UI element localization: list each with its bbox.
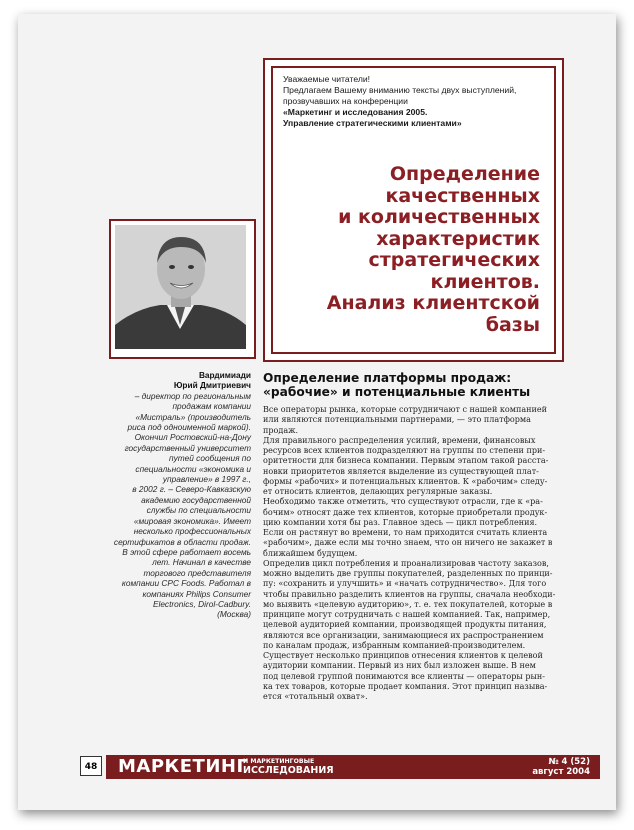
title-line: базы — [485, 313, 540, 336]
body-line: Для правильного распределения усилий, времени, финансовых — [263, 435, 536, 445]
body-line: ближайшем будущем. — [263, 548, 358, 558]
bio-line: компаниях Philips Consumer — [142, 588, 251, 599]
title-line: и количественных — [338, 206, 540, 228]
title-line: Определение — [389, 163, 540, 185]
title-line: характеристик — [376, 227, 540, 250]
page-number: 48 — [80, 756, 102, 776]
issue-number: № 4 (52) — [548, 757, 590, 767]
brand-subtitle-small: И МАРКЕТИНГОВЫЕ — [243, 758, 315, 765]
bio-line: академию государственной — [141, 494, 251, 505]
body-line: Существует несколько принципов отнесения клиентов к целевой — [263, 651, 543, 660]
article-title — [270, 164, 540, 336]
author-photo-frame — [109, 219, 256, 359]
heading-line: Определение платформы продаж: — [263, 371, 512, 385]
author-photo — [115, 225, 246, 349]
bio-line: В этой сфере работает восемь — [122, 546, 251, 557]
body-line: бочим» относят даже тех клиентов, которые приобретали продук- — [263, 507, 548, 517]
bio-line: (Москва) — [217, 609, 251, 620]
bio-line: Electronics, Dirol-Cadbury. — [152, 598, 251, 609]
body-line: пу: «сохранить и улучшить» и «начать сотрудничество». Для того — [263, 579, 547, 589]
issue-date: август 2004 — [532, 767, 590, 777]
bio-line: риса под одноименной маркой). — [127, 422, 251, 433]
magazine-brand-bar — [106, 755, 600, 779]
title-line: клиентов. — [430, 270, 540, 293]
body-line: Необходимо также отметить, что существуют отрасли, где к «ра- — [263, 497, 543, 507]
intro-title-box — [263, 58, 564, 362]
bio-line: продажам компании — [172, 401, 251, 412]
brand-title: МАРКЕТИНГ — [118, 756, 249, 777]
bio-line: лет. Начинал в качестве — [152, 557, 251, 568]
body-line: являются все организации, занимающиеся их распространением — [263, 630, 544, 640]
bio-line: в 2002 г. – Северо-Кавказскую — [132, 484, 251, 495]
magazine-page — [18, 14, 616, 810]
bio-line: Окончил Ростовский-на-Дону — [134, 432, 251, 443]
intro-note — [283, 74, 544, 129]
bio-line: «Мистраль» (производитель — [135, 411, 251, 422]
body-line: цию компании хотя бы раз. Главное здесь — цикл потребления. — [263, 517, 538, 527]
body-line: новки приоритетов является выделение из существующей плат- — [263, 466, 539, 476]
page-footer — [80, 755, 600, 779]
body-line: принципе могут сотрудничать с нашей компанией. Так, например, — [263, 610, 551, 619]
body-line: или являются потенциальными партнерами, — это платформа — [263, 415, 531, 425]
body-line: оритетности для бизнеса компании. Первым этапом такой расста- — [263, 456, 549, 466]
author-portrait-image — [115, 225, 246, 349]
bio-line: компании CPC Foods. Работал в — [121, 578, 251, 589]
body-line: мо выявить «целевую аудиторию», т. е. тех покупателей, которые в — [263, 599, 553, 609]
title-line: качественных — [385, 184, 540, 207]
body-line: по каналам продаж, избранным компанией-производителем. — [263, 640, 526, 650]
bio-line: специальности «экономика и — [135, 463, 251, 474]
title-line: стратегических — [368, 249, 540, 271]
body-line: ка тех товаров, которые продает компания. Этот принцип называ- — [263, 681, 548, 691]
author-bio — [94, 370, 251, 620]
body-line: Определив цикл потребления и проанализировав частоту заказов, — [263, 558, 549, 568]
intro-line: Уважаемые читатели! — [283, 74, 371, 84]
bio-line: управление» в 1997 г., — [162, 474, 251, 485]
body-line: можно выделить две группы покупателей, разделенных по принци- — [263, 569, 553, 578]
bio-line: – директор по региональным — [134, 390, 251, 401]
section-heading — [263, 372, 583, 399]
body-line: аудитории компании. Первый из них был изложен выше. В нем — [263, 661, 536, 671]
author-name: Юрий Дмитриевич — [173, 380, 251, 391]
body-line: ресурсов всех клиентов подразделяют на группы по степени при- — [263, 446, 546, 455]
brand-subtitle-large: ИССЛЕДОВАНИЯ — [243, 765, 334, 776]
bio-line: торгового представителя — [143, 567, 251, 578]
bio-line: государственный университет — [124, 442, 251, 453]
bio-line: путей сообщения по — [169, 453, 251, 464]
author-surname: Вардимиади — [198, 370, 251, 380]
intro-title-box-inner — [271, 66, 556, 354]
body-line: ется «тотальный охват». — [263, 692, 368, 701]
body-line: ет относить клиентов, делающих регулярные заказы. — [263, 487, 493, 496]
conference-name-line: Управление стратегическими клиентами» — [283, 118, 462, 128]
body-line: «рабочим», даже если мы точно знаем, что он ничего не закажет в — [263, 538, 553, 548]
bio-line: «мировая экономика». Имеет — [133, 515, 251, 526]
body-line: под целевой группой понимаются все клиенты — операторы рын- — [263, 671, 545, 681]
body-line: Все операторы рынка, которые сотрудничают с нашей компанией — [263, 405, 548, 414]
conference-name-line: «Маркетинг и исследования 2005. — [283, 107, 428, 117]
body-line: формы «рабочих» и потенциальных клиентов. К «рабочим» следу- — [263, 476, 548, 486]
bio-line: несколько профессиональных — [133, 526, 251, 537]
body-line: Если он растянут во времени, то нам приходится считать клиента — [263, 528, 548, 537]
bio-line: сертификатов в области продаж. — [113, 536, 251, 547]
bio-line: службы по специальности — [146, 505, 251, 516]
intro-line: Предлагаем Вашему вниманию тексты двух выступлений, — [283, 85, 517, 95]
heading-line: «рабочие» и потенциальные клиенты — [263, 384, 531, 399]
body-line: целевой аудиторией компании, производящей продукты питания, — [263, 620, 547, 630]
intro-line: прозвучавших на конференции — [283, 96, 408, 106]
title-line: Анализ клиентской — [326, 292, 540, 314]
article-body — [263, 405, 583, 702]
body-line: продаж. — [263, 425, 299, 435]
body-line: чтобы правильно разделить клиентов на группы, сначала необходи- — [263, 589, 556, 599]
